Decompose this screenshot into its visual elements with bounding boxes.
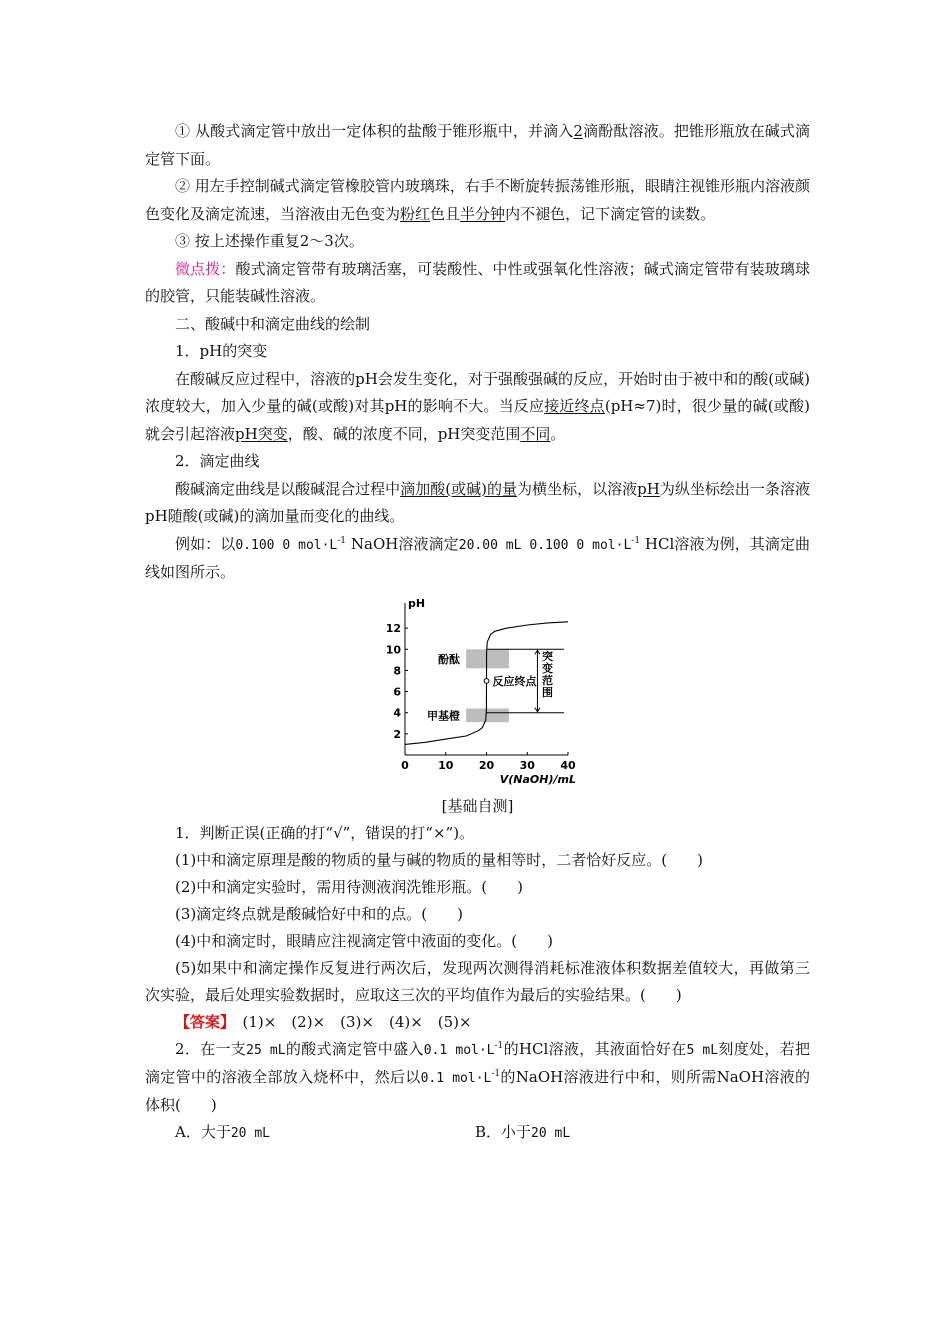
question-1-stem: 1．判断正误(正确的打“√”，错误的打“×”)。 [175, 823, 475, 842]
question-1-item: (1)中和滴定原理是酸的物质的量与碱的物质的量相等时，二者恰好反应。( ) [175, 850, 703, 869]
y-tick-label: 12 [385, 621, 401, 635]
superscript: -1 [491, 1068, 501, 1079]
x-tick-label: 30 [519, 758, 535, 772]
text: 内不褪色，记下滴定管的读数。 [505, 204, 716, 223]
formula: 5 mL [686, 1042, 719, 1058]
section-caption: [基础自测] [441, 796, 514, 815]
x-tick-label: 20 [478, 758, 495, 772]
text: HCl溶液为例，其滴定曲线如图所示。 [145, 534, 811, 581]
text: (pH≈7)时，很少量的碱(或酸)就会引起溶液 [145, 397, 810, 443]
answer-line [145, 1009, 810, 1036]
text: 酸碱滴定曲线是以酸碱混合过程中 [175, 479, 401, 498]
superscript: -1 [337, 535, 347, 546]
text: 为横坐标，以溶液 [517, 479, 638, 498]
x-tick-label: 10 [438, 758, 454, 772]
paragraph-example [145, 531, 810, 587]
option-b[interactable] [475, 1119, 570, 1147]
underlined-answer: 2 [573, 122, 583, 140]
formula: 20.00 mL 0.100 0 mol·L [458, 537, 632, 553]
formula: 0.100 0 mol·L [235, 537, 338, 553]
text: NaOH溶液滴定 [346, 534, 459, 553]
section-heading: 二、酸碱中和滴定曲线的绘制 [175, 314, 371, 333]
underlined-answer: 不同 [520, 424, 551, 443]
paragraph-ph-jump [145, 366, 810, 449]
answer-label: 【答案】 [175, 1012, 228, 1031]
question-1-item: (2)中和滴定实验时，需用待测液润洗锥形瓶。( ) [175, 877, 523, 896]
option-value: 20 mL [230, 1125, 270, 1141]
subsection-heading: 2．滴定曲线 [175, 452, 260, 470]
band-label: 甲基橙 [427, 708, 461, 722]
text: 的NaOH溶液进行中和，则所需NaOH溶液的体积( ) [145, 1067, 810, 1114]
question-1-item: (5)如果中和滴定操作反复进行两次后，发现两次测得消耗标准液体积数据差值较大，再做第三次实验，最后处理实验数据时，应取这三次的平均值作为最后的实验结果。( ) [145, 958, 810, 1004]
answer-text: (1)× (2)× (3)× (4)× (5)× [227, 1012, 472, 1031]
underlined-answer: 滴加酸(或碱)的量 [400, 479, 518, 498]
formula: 0.1 mol·L [420, 1070, 492, 1086]
paragraph-curve-def [145, 476, 810, 531]
option-label: B．小于 [475, 1122, 532, 1141]
y-tick-label: 6 [393, 685, 401, 699]
text: 为纵坐标绘出一条溶液pH随酸(或碱)的滴加量而变化的曲线。 [145, 479, 810, 525]
subsection-heading: 1．pH的突变 [175, 342, 268, 360]
option-value: 20 mL [531, 1125, 571, 1141]
x-tick-label: 0 [401, 758, 409, 772]
superscript: -1 [631, 535, 641, 546]
option-a[interactable] [145, 1119, 475, 1147]
paragraph-step1 [145, 118, 810, 173]
indicator-band [466, 649, 509, 668]
paragraph-step3: ③ 按上述操作重复2～3次。 [175, 232, 364, 250]
text: 例如：以 [175, 534, 236, 553]
paragraph-step2 [145, 173, 810, 228]
text: 。 [550, 424, 566, 443]
underlined-answer: 粉红 [400, 204, 431, 223]
y-tick-label: 2 [393, 727, 401, 741]
text: ，酸、碱的浓度不同，pH突变范围 [287, 424, 521, 443]
jump-range-label: 突变范围 [541, 649, 553, 699]
text: ② 用左手控制碱式滴定管橡胶管内玻璃珠，右手不断旋转振荡锥形瓶，眼睛注视锥形瓶内溶液颜色变化及滴定流速，当溶液由无色变为 [145, 177, 810, 223]
x-axis-label: V(NaOH)/mL [499, 772, 576, 786]
text: 色且 [430, 204, 461, 223]
question-1-item: (4)中和滴定时，眼睛应注视滴定管中液面的变化。( ) [175, 931, 553, 950]
formula: 25 mL [246, 1042, 286, 1058]
formula: 0.1 mol·L [423, 1042, 495, 1058]
text: 刻度处，若把滴定管中的溶液全部放入烧杯中，然后以 [145, 1039, 810, 1086]
tip-text: 酸式滴定管带有玻璃活塞，可装酸性、中性或强氧化性溶液；碱式滴定管带有装玻璃球的胶管，只能装碱性溶液。 [145, 259, 810, 305]
y-tick-label: 10 [385, 642, 401, 656]
y-axis-label: pH [408, 596, 426, 610]
option-label: A．大于 [175, 1122, 231, 1141]
y-tick-label: 8 [393, 663, 401, 677]
question-2-options [145, 1119, 810, 1147]
x-tick-label: 40 [560, 758, 576, 772]
text: 在酸碱反应过程中，溶液的pH会发生变化，对于强酸强碱的反应，开始时由于被中和的酸(或碱)浓度较大，加入少量的碱(或酸)对其pH的影响不大。当反应 [145, 369, 810, 415]
superscript: -1 [494, 1040, 504, 1051]
endpoint-label: 反应终点 [492, 674, 537, 688]
endpoint-marker [484, 678, 489, 683]
text: 的酸式滴定管中盛入 [285, 1039, 424, 1058]
text: ① 从酸式滴定管中放出一定体积的盐酸于锥形瓶中，并滴入 [175, 122, 574, 140]
text: 滴酚酞溶液。把锥形瓶放在碱式滴定管下面。 [145, 122, 810, 168]
y-tick-label: 4 [393, 706, 401, 720]
band-label: 酚酞 [438, 652, 461, 666]
tip-label: 微点拨： [175, 259, 236, 278]
underlined-answer: 接近终点 [544, 397, 605, 415]
tip-paragraph [145, 256, 810, 311]
question-1-item: (3)滴定终点就是酸碱恰好中和的点。( ) [175, 904, 463, 923]
underlined-answer: 半分钟 [460, 204, 506, 223]
question-2-stem [145, 1036, 810, 1119]
text: 2．在一支 [175, 1039, 247, 1058]
titration-chart [385, 593, 585, 789]
titration-chart-figure [145, 593, 810, 793]
underlined-answer: pH突变 [235, 424, 288, 443]
underlined-answer: pH [637, 479, 660, 498]
indicator-band [466, 708, 509, 722]
text: 的HCl溶液，其液面恰好在 [503, 1039, 687, 1058]
document-page [145, 118, 810, 1147]
